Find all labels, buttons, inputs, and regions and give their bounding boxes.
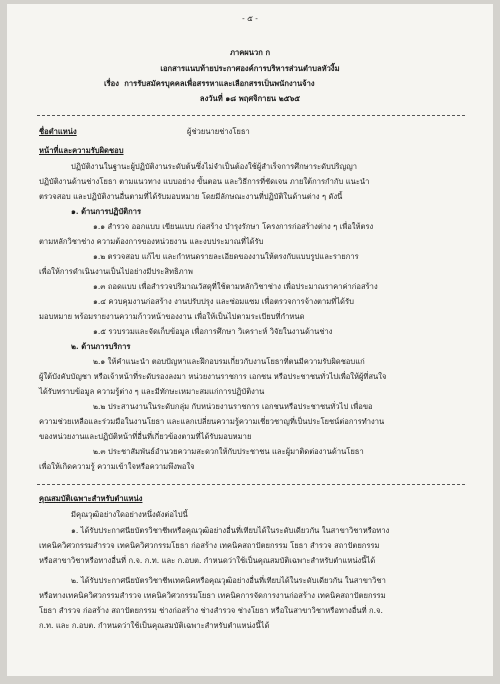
section-1-line: ๑.๕ รวบรวมและจัดเก็บข้อมูล เพื่อการศึกษา วิเคราะห์ วิจัยในงานด้านช่าง	[93, 327, 333, 336]
section-1-line: ๑.๔ ควบคุมงานก่อสร้าง งานปรับปรุง และซ่อมแซม เพื่อตรวจการจ้างตามที่ได้รับ	[93, 297, 354, 306]
duties-heading: หน้าที่และความรับผิดชอบ	[39, 146, 124, 155]
duties-intro-line: ปฏิบัติงานในฐานะผู้ปฏิบัติงานระดับต้นซึ่งไม่จำเป็นต้องใช้ผู้สำเร็จการศึกษาระดับปริญญา	[71, 162, 357, 171]
position-value: ผู้ช่วยนายช่างโยธา	[187, 127, 250, 136]
section-2-line: ได้รับทราบข้อมูล ความรู้ต่าง ๆ และมีทักษะเหมาะสมแก่การปฏิบัติงาน	[39, 387, 265, 396]
section-1-line: เพื่อให้การดำเนินงานเป็นไปอย่างมีประสิทธิภาพ	[39, 267, 193, 276]
section-2-line: ของหน่วยงานและปฏิบัติหน้าที่อื่นที่เกี่ยวข้องตามที่ได้รับมอบหมาย	[39, 432, 252, 441]
section-1-line: ๑.๓ ถอดแบบ เพื่อสำรวจปริมาณวัสดุที่ใช้ตามหลักวิชาช่าง เพื่อประมาณราคาค่าก่อสร้าง	[93, 282, 378, 291]
qualifications-intro: มีคุณวุฒิอย่างใดอย่างหนึ่งดังต่อไปนี้	[71, 510, 188, 519]
section-2-heading: ๒. ด้านการบริการ	[71, 342, 131, 351]
qualification-item-1-line: เทคนิควิศวกรรมสำรวจ เทคนิควิศวกรรมโยธา ก่อสร้าง เทคนิคสถาปัตยกรรม โยธา สำรวจ สถาปัตยกรรม	[39, 541, 380, 550]
duties-intro-line: ตรวจสอบ และปฏิบัติงานอื่นตามที่ได้รับมอบหมาย โดยมีลักษณะงานที่ปฏิบัติในด้านต่าง ๆ ดังนี้	[39, 192, 343, 201]
section-1-heading: ๑. ด้านการปฏิบัติการ	[71, 207, 142, 216]
section-2-line: ความช่วยเหลือและร่วมมือในงานโยธา และแลกเปลี่ยนความรู้ความเชี่ยวชาญที่เป็นประโยชน์ต่อการทำงาน	[39, 417, 385, 426]
subject-label: เรื่อง	[104, 79, 119, 88]
section-2-line: ผู้ใต้บังคับบัญชา หรือเจ้าหน้าที่ระดับรองลงมา หน่วยงานราชการ เอกชน หรือประชาชนทั่วไปเพื่อให้ผู้ที่สนใจ	[39, 372, 387, 381]
dashed-divider-bottom	[37, 484, 465, 485]
qualification-item-2-line: ๒. ได้รับประกาศนียบัตรวิชาชีพเทคนิคหรือคุณวุฒิอย่างอื่นที่เทียบได้ในระดับเดียวกัน ในสาขาวิชา	[71, 576, 386, 585]
section-2-line: ๒.๓ ประชาสัมพันธ์อำนวยความสะดวกให้กับประชาชน และผู้มาติดต่องานด้านโยธา	[93, 447, 364, 456]
qualification-item-2-line: ก.ท. และ ก.อบต. กำหนดว่าใช้เป็นคุณสมบัติเฉพาะสำหรับตำแหน่งนี้ได้	[39, 621, 270, 630]
duties-intro-line: ปฏิบัติงานด้านช่างโยธา ตามแนวทาง แบบอย่าง ขั้นตอน และวิธีการที่ชัดเจน ภายใต้การกำกับ แนะนำ	[39, 177, 370, 186]
document-page	[7, 4, 493, 676]
section-2-line: ๒.๒ ประสานงานในระดับกลุ่ม กับหน่วยงานราชการ เอกชนหรือประชาชนทั่วไป เพื่อขอ	[93, 402, 373, 411]
section-1-line: มอบหมาย พร้อมรายงานความก้าวหน้าของงาน เพื่อให้เป็นไปตามระเบียบที่กำหนด	[39, 312, 305, 321]
qualification-item-2-line: หรือทางเทคนิควิศวกรรมสำรวจ เทคนิควิศวกรรมโยธา เทคนิคการจัดการงานก่อสร้าง เทคนิคสถาปัตยกรรม	[39, 591, 386, 600]
subject-line	[104, 77, 315, 92]
qualification-item-1-line: ๑. ได้รับประกาศนียบัตรวิชาชีพหรือคุณวุฒิอย่างอื่นที่เทียบได้ในระดับเดียวกัน ในสาขาวิชาหรือทาง	[71, 526, 390, 535]
document-date: ลงวันที่ ๑๘ พฤศจิกายน ๒๕๖๕	[199, 94, 301, 103]
section-1-line: ๑.๑ สำรวจ ออกแบบ เขียนแบบ ก่อสร้าง บำรุงรักษา โครงการก่อสร้างต่าง ๆ เพื่อให้ตรง	[93, 222, 374, 231]
position-label: ชื่อตำแหน่ง	[39, 127, 77, 136]
qualification-item-1-line: หรือสาขาวิชาหรือทางอื่นที่ ก.จ. ก.ท. และ ก.อบต. กำหนดว่าใช้เป็นคุณสมบัติเฉพาะสำหรับตำแหน่งนี้ได้	[39, 556, 376, 565]
annex-heading: ภาคผนวก ก	[229, 48, 271, 57]
qualification-item-2-line: โยธา สำรวจ ก่อสร้าง สถาปัตยกรรม ช่างก่อสร้าง ช่างสำรวจ ช่างโยธา หรือในสาขาวิชาหรือทางอื่นที่ ก.จ.	[39, 606, 383, 615]
qualifications-heading: คุณสมบัติเฉพาะสำหรับตำแหน่ง	[39, 494, 143, 503]
section-2-line: ๒.๑ ให้คำแนะนำ ตอบปัญหาและฝึกอบรมเกี่ยวกับงานโยธาที่ตนมีความรับผิดชอบแก่	[93, 357, 365, 366]
section-2-line: เพื่อให้เกิดความรู้ ความเข้าใจหรือความพึงพอใจ	[39, 462, 195, 471]
section-1-line: ๑.๒ ตรวจสอบ แก้ไข และกำหนดรายละเอียดของงานให้ตรงกับแบบรูปและรายการ	[93, 252, 359, 261]
section-1-line: ตามหลักวิชาช่าง ความต้องการของหน่วยงาน และงบประมาณที่ได้รับ	[39, 237, 264, 246]
document-title: เอกสารแนบท้ายประกาศองค์การบริหารส่วนตำบลหัวงิ้ม	[160, 64, 340, 73]
dashed-divider-top	[37, 115, 465, 116]
subject-text: การรับสมัครบุคคลเพื่อสรรหาและเลือกสรรเป็นพนักงานจ้าง	[124, 79, 315, 88]
page-number: - ๕ -	[242, 14, 258, 23]
